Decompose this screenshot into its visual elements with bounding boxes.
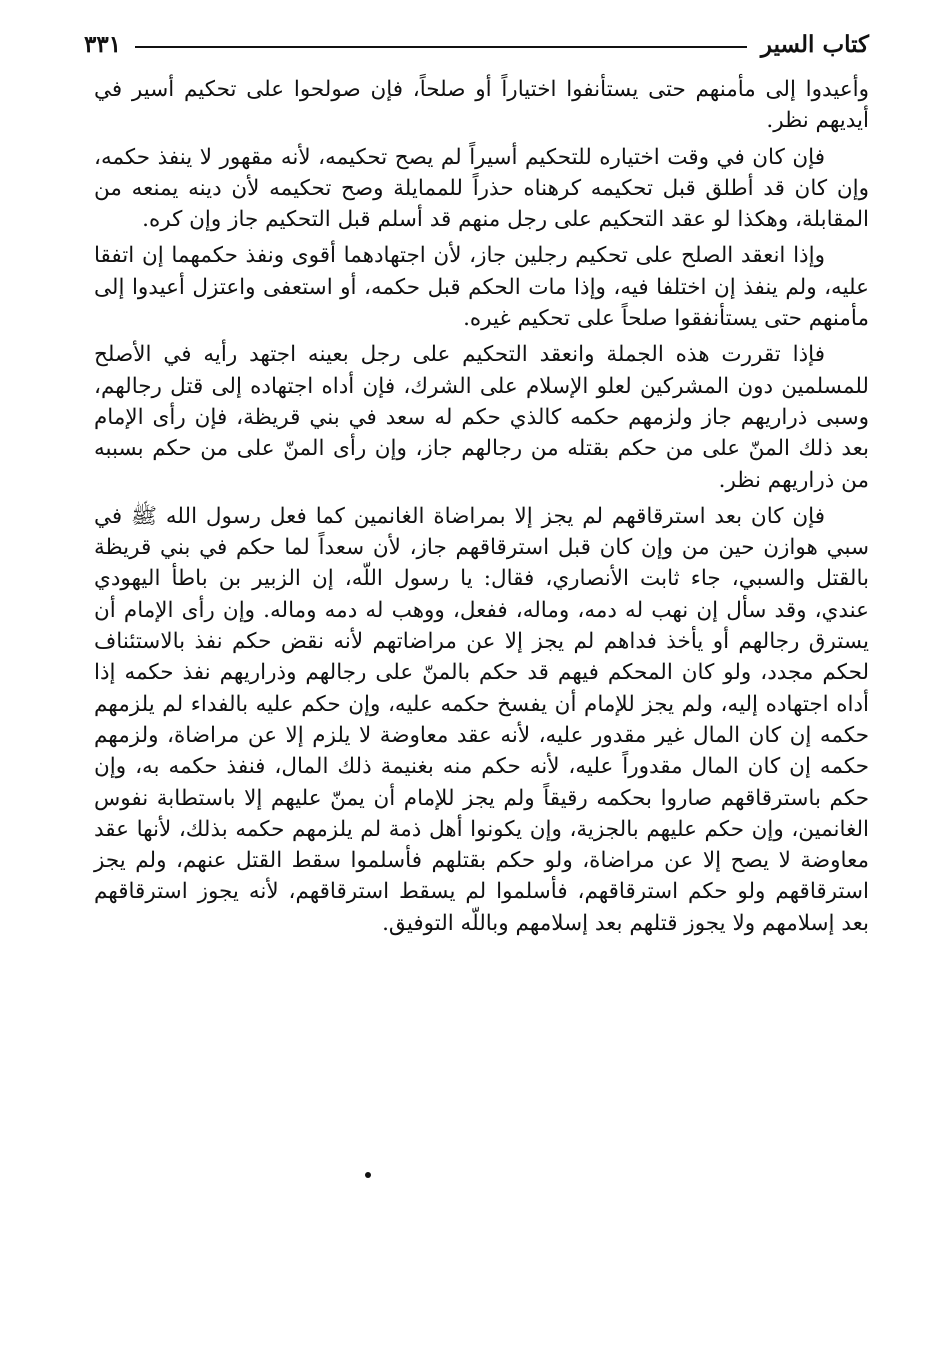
paragraph: فإن كان بعد استرقاقهم لم يجز إلا بمراضاة الغانمين كما فعل رسول الله ﷺ في سبي هوازن حين من وإن كان قبل استرقاقهم جاز، لأن سعداً لما حكم في بني قريظة بالقتل والسبي، جاء ثابت الأنصاري، فقال: يا رسول اللّه، إن الزبير بن باطأ اليهودي عندي، وقد سأل إن نهب له دمه، وماله، ففعل، ووهب له دمه وماله. وإن رأى الإمام أن يسترق رجالهم أو يأخذ فداهم لم يجز إلا عن مراضاتهم لأنه نقض حكم نفذ بالاستئناف لحكم مجدد، ولو كان المحكم فيهم قد حكم بالمنّ على رجالهم وذراريهم نفذ حكمه إذا أداه اجتهاده إليه، ولم يجز للإمام أن يفسخ حكمه عليه، وإن حكم عليه بالفداء لم يلزمهم حكمه إن كان المال غير مقدور عليه، لأنه عقد معاوضة لا يلزم إلا عن مراضاة، ولزمهم حكمه إن كان المال مقدوراً عليه، لأنه حكم منه بغنيمة ذلك المال، فنفذ حكمه به، وإن حكم باسترقاقهم صاروا بحكمه رقيقاً ولم يجز للإمام أن يمنّ عليهم إلا باستطابة نفوس الغانمين، وإن حكم عليهم بالجزية، وإن يكونوا أهل ذمة لم يلزمهم حكمه بذلك، لأنها عقد معاوضة لا يصح إلا عن مراضاة، ولو حكم بقتلهم فأسلموا سقط القتل عنهم، ولم يجز استرقاقهم ولو حكم استرقاقهم، فأسلموا لم يسقط استرقاقهم، لأنه يجوز استرقاقهم بعد إسلامهم ولا يجوز قتلهم بعد إسلامهم وباللّه التوفيق. — [94, 503, 869, 936]
page-number: ٣٣١ — [84, 30, 122, 58]
paragraph: وإذا انعقد الصلح على تحكيم رجلين جاز، لأن اجتهادهما أقوى ونفذ حكمهما إن اتفقا عليه، ولم ينفذ إن اختلفا فيه، وإذا مات الحكم قبل حكمه، أو استعفى واعتزل أعيدوا إلى مأمنهم حتى يستأنفقوا صلحاً على تحكيم غيره. — [94, 243, 869, 332]
end-dot — [365, 1172, 371, 1178]
body-text — [94, 74, 869, 944]
page-header — [84, 26, 869, 62]
paragraph: فإذا تقررت هذه الجملة وانعقد التحكيم على رجل بعينه اجتهد رأيه في الأصلح للمسلمين دون المشركين لعلو الإسلام على الشرك، فإن أداه اجتهاده إلى قتل رجالهم، وسبى ذراريهم جاز ولزمهم حكمه كالذي حكم له سعد في بني قريظة، فإن رأى الإمام بعد ذلك المنّ على من حكم بقتله من رجالهم جاز، وإن رأى المنّ على من حكم بسببه من ذراريهم نظر. — [94, 342, 869, 493]
paragraph: وأعيدوا إلى مأمنهم حتى يستأنفوا اختياراً أو صلحاً، فإن صولحوا على تحكيم أسير في أيديهم نظر. — [94, 77, 869, 134]
paragraph: فإن كان في وقت اختياره للتحكيم أسيراً لم يصح تحكيمه، لأنه مقهور لا ينفذ حكمه، وإن كان قد أطلق قبل تحكيمه كرهناه حذراً للممايلة وصح تحكيمه لأن دينه يمنعه من المقابلة، وهكذا لو عقد التحكيم على رجل منهم قد أسلم قبل التحكيم جاز وإن كره. — [94, 144, 869, 233]
header-rule — [135, 46, 747, 48]
running-title: كتاب السير — [760, 30, 869, 58]
